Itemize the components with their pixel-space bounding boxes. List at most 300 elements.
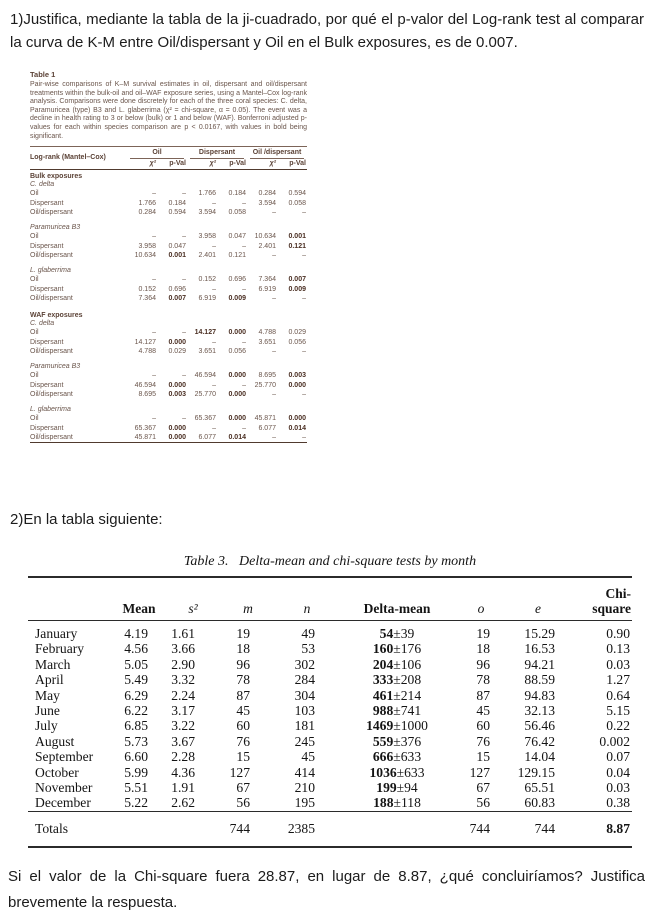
table3-cell: 2.90 xyxy=(171,656,195,672)
table3-cell: 45 xyxy=(301,749,315,765)
table1-value-cell: 0.029 xyxy=(288,329,306,337)
table3-delta-error: ±94 xyxy=(396,780,418,796)
table3-total-cell: 744 xyxy=(506,811,570,847)
table1-value-cell: 0.000 xyxy=(288,381,306,389)
table1-value-cell: 0.696 xyxy=(168,285,186,293)
table1-value-cell: 14.127 xyxy=(134,338,156,346)
table1-grid xyxy=(30,146,307,443)
table3-cell: March xyxy=(35,656,71,672)
table1-value-cell: – xyxy=(152,190,156,198)
table3-cell xyxy=(338,641,456,656)
table3-cell: September xyxy=(35,749,94,765)
table3-cell: 60 xyxy=(476,718,490,734)
table3-cell: 414 xyxy=(294,764,315,780)
table3-cell: July xyxy=(35,718,58,734)
table1-value-cell: – xyxy=(242,338,246,346)
table3-delta-error: ±214 xyxy=(393,687,422,703)
table1-value-cell: 0.047 xyxy=(168,242,186,250)
table3-column-header: o xyxy=(456,577,506,621)
table3-cell: 103 xyxy=(294,703,315,719)
table1-value-cell: 3.651 xyxy=(258,338,276,346)
table1-species-name: Paramuricea B3 xyxy=(30,363,81,371)
table1-value-cell: 0.029 xyxy=(168,348,186,356)
table3-cell: 0.03 xyxy=(606,780,630,796)
table3-cell: 302 xyxy=(294,656,315,672)
table1-value-cell: – xyxy=(242,381,246,389)
table1-subheader: χ² xyxy=(247,159,277,170)
table3-cell xyxy=(338,688,456,703)
table3-cell: 60 xyxy=(236,718,250,734)
table3-cell: 284 xyxy=(294,672,315,688)
table1-value-cell: 3.594 xyxy=(198,209,216,217)
table3-cell: 5.05 xyxy=(124,656,148,672)
table1-value-cell: 0.007 xyxy=(288,276,306,284)
table1-species-row xyxy=(30,362,307,372)
table3-total-cell: Totals xyxy=(28,811,112,847)
table3-delta-mean-value: 559 xyxy=(372,733,394,749)
table1-data-row xyxy=(30,232,307,242)
table3-cell: November xyxy=(35,780,93,796)
table3-cell: 5.73 xyxy=(124,733,148,749)
table1-value-cell: – xyxy=(272,295,276,303)
table3-cell: 67 xyxy=(236,780,250,796)
table3-cell: 4.36 xyxy=(171,764,195,780)
table1-value-cell: 2.401 xyxy=(198,252,216,260)
table1-value-cell: 0.152 xyxy=(198,276,216,284)
table1-value-cell: 3.594 xyxy=(258,199,276,207)
table3-cell: 0.04 xyxy=(606,764,630,780)
table3-delta-error: ±633 xyxy=(393,749,422,765)
table3-cell: 76 xyxy=(236,733,250,749)
table1-value-cell: 0.014 xyxy=(288,424,306,432)
table1-group-header xyxy=(127,147,187,159)
table3-cell: 56 xyxy=(476,795,490,811)
table3-column-header: Mean xyxy=(112,577,166,621)
table1-species-row xyxy=(30,319,307,329)
table1-value-cell: 3.958 xyxy=(198,233,216,241)
table1-value-cell: 0.000 xyxy=(168,381,186,389)
table3-cell: 2.24 xyxy=(171,687,195,703)
table1-value-cell: 8.695 xyxy=(258,372,276,380)
table1-value-cell: – xyxy=(182,233,186,241)
table3-cell: August xyxy=(35,733,75,749)
table3-cell: 2.62 xyxy=(171,795,195,811)
table1-value-cell: – xyxy=(182,190,186,198)
table1-value-cell: 0.056 xyxy=(288,338,306,346)
table1-value-cell: – xyxy=(302,434,306,442)
table3-cell xyxy=(338,765,456,780)
table1-value-cell: 10.634 xyxy=(134,252,156,260)
table1-value-cell: 0.009 xyxy=(228,295,246,303)
table1-value-cell: – xyxy=(212,338,216,346)
table3-cell: 3.66 xyxy=(171,641,195,657)
table3-cell: 96 xyxy=(476,656,490,672)
table1-value-cell: – xyxy=(242,242,246,250)
table3-cell: 32.13 xyxy=(524,703,555,719)
table3-total-cell: 744 xyxy=(220,811,276,847)
table1-value-cell: 0.007 xyxy=(168,295,186,303)
table3-delta-mean-value: 666 xyxy=(372,749,394,765)
table3-data-row xyxy=(28,672,632,687)
table1-species-name: C. delta xyxy=(30,320,55,328)
table3-cell: 1.27 xyxy=(606,672,630,688)
table1-data-row xyxy=(30,242,307,252)
table1-row-label: Oil xyxy=(30,329,39,337)
table1-row-label: Oil xyxy=(30,372,39,380)
table1-section-title: Bulk exposures xyxy=(30,172,83,180)
table3-delta-error: ±1000 xyxy=(393,718,428,734)
table1-row-label: Oil/dispersant xyxy=(30,434,73,442)
table1-value-cell: – xyxy=(212,381,216,389)
table1-data-row xyxy=(30,390,307,400)
table1-value-cell: 0.284 xyxy=(258,190,276,198)
table1-value-cell: – xyxy=(152,233,156,241)
table1-row-label: Dispersant xyxy=(30,338,64,346)
table3-figure xyxy=(28,554,632,848)
table3-cell: 304 xyxy=(294,687,315,703)
table3-cell: 76.42 xyxy=(524,733,555,749)
table3-delta-error: ±106 xyxy=(393,656,422,672)
table1-data-row xyxy=(30,208,307,218)
question-1-text: 1)Justifica, mediante la tabla de la ji-cuadrado, por qué el p-valor del Log-rank test al comparar la curva de K-M entre Oil/dispersant y Oil en el Bulk exposures, es de 0.007. xyxy=(10,11,644,51)
table1-value-cell: – xyxy=(152,329,156,337)
table3-column-header: s² xyxy=(166,577,220,621)
table3-cell: December xyxy=(35,795,91,811)
table1-value-cell: 0.284 xyxy=(138,209,156,217)
table1-data-row xyxy=(30,424,307,434)
table1-value-cell: 0.009 xyxy=(288,285,306,293)
table3-cell: 0.38 xyxy=(606,795,630,811)
table1-value-cell: – xyxy=(152,415,156,423)
table3-cell: 0.03 xyxy=(606,656,630,672)
table1-row-label: Oil xyxy=(30,190,39,198)
table3-cell xyxy=(338,749,456,764)
table1-value-cell: – xyxy=(212,285,216,293)
table3-cell: 3.32 xyxy=(171,672,195,688)
table3-cell: 87 xyxy=(476,687,490,703)
table1-value-cell: – xyxy=(182,372,186,380)
table1-value-cell: – xyxy=(272,391,276,399)
table1-row-label: Oil/dispersant xyxy=(30,348,73,356)
table3-cell: 45 xyxy=(476,703,490,719)
table3-total-cell: 744 xyxy=(456,811,506,847)
table1-value-cell: 0.001 xyxy=(288,233,306,241)
table3-cell: 45 xyxy=(236,703,250,719)
table1-value-cell: 8.695 xyxy=(138,391,156,399)
table1-data-row xyxy=(30,381,307,391)
table3-cell: 4.19 xyxy=(124,626,148,641)
table3-cell: 18 xyxy=(236,641,250,657)
table3-totals-row xyxy=(28,811,632,847)
table3-total-cell: 2385 xyxy=(276,811,338,847)
table1-value-cell: – xyxy=(212,242,216,250)
table1-value-cell: – xyxy=(242,424,246,432)
table3-cell: 6.85 xyxy=(124,718,148,734)
table3-cell: 6.29 xyxy=(124,687,148,703)
table1-group-label-1: Dispersant xyxy=(190,147,244,159)
table3-cell: 0.90 xyxy=(606,626,630,641)
table3-cell: 0.64 xyxy=(606,687,630,703)
table1-value-cell: 65.367 xyxy=(194,415,216,423)
table3-cell: 4.56 xyxy=(124,641,148,657)
table3-column-header: m xyxy=(220,577,276,621)
table1-data-row xyxy=(30,189,307,199)
table1-value-cell: 7.364 xyxy=(138,295,156,303)
table3-cell: 19 xyxy=(476,626,490,641)
table3-cell: 5.49 xyxy=(124,672,148,688)
table1-value-cell: 0.000 xyxy=(228,415,246,423)
table3-cell: 6.60 xyxy=(124,749,148,765)
table3-cell: 18 xyxy=(476,641,490,657)
table3-delta-mean-value: 1036 xyxy=(369,764,397,780)
table1-data-row xyxy=(30,275,307,285)
table1-section-row xyxy=(30,309,307,319)
table3-cell: June xyxy=(35,703,60,719)
table1-value-cell: 0.121 xyxy=(288,242,306,250)
table1-value-cell: 25.770 xyxy=(194,391,216,399)
table1-value-cell: 0.184 xyxy=(228,190,246,198)
table1-row-label: Dispersant xyxy=(30,285,64,293)
table3-cell: 49 xyxy=(301,626,315,641)
table1-row-label: Dispersant xyxy=(30,242,64,250)
table1-value-cell: – xyxy=(182,276,186,284)
table1-row-label: Oil/dispersant xyxy=(30,295,73,303)
table3-cell: 127 xyxy=(229,764,250,780)
table1-row-label: Oil xyxy=(30,233,39,241)
table1-value-cell: 46.594 xyxy=(194,372,216,380)
table1-group-header xyxy=(187,147,247,159)
table1-data-row xyxy=(30,328,307,338)
table1-value-cell: 45.871 xyxy=(134,434,156,442)
table1-value-cell: 7.364 xyxy=(258,276,276,284)
table3-cell: 5.51 xyxy=(124,780,148,796)
table1-row-label: Oil/dispersant xyxy=(30,209,73,217)
table3-grid xyxy=(28,576,632,848)
table1-value-cell: 2.401 xyxy=(258,242,276,250)
table3-delta-mean-value: 461 xyxy=(372,687,394,703)
table1-value-cell: 0.000 xyxy=(168,434,186,442)
table3-header-row xyxy=(28,577,632,621)
table3-delta-error: ±118 xyxy=(393,795,421,811)
table1-value-cell: 0.152 xyxy=(138,285,156,293)
table1-value-cell: 0.003 xyxy=(168,391,186,399)
table1-species-row xyxy=(30,180,307,190)
table3-cell: 245 xyxy=(294,733,315,749)
table3-cell: May xyxy=(35,687,60,703)
table1-subheader: p-Val xyxy=(217,159,247,170)
table1-subheader: p-Val xyxy=(157,159,187,170)
table3-delta-mean-value: 1469 xyxy=(366,718,394,734)
table1-value-cell: 0.047 xyxy=(228,233,246,241)
table3-cell xyxy=(338,657,456,672)
table3-column-header xyxy=(28,577,112,621)
table3-cell: 181 xyxy=(294,718,315,734)
table1-value-cell: 1.766 xyxy=(138,199,156,207)
table1-data-row xyxy=(30,347,307,357)
table3-cell xyxy=(338,795,456,811)
table1-value-cell: – xyxy=(272,252,276,260)
table3-cell: 67 xyxy=(476,780,490,796)
table3-delta-error: ±741 xyxy=(393,703,422,719)
table1-value-cell: 0.000 xyxy=(288,415,306,423)
table3-cell: 19 xyxy=(236,626,250,641)
table1-species-row xyxy=(30,405,307,415)
table1-row-label: Dispersant xyxy=(30,424,64,432)
table1-value-cell: 45.871 xyxy=(254,415,276,423)
table1-value-cell: 0.000 xyxy=(228,329,246,337)
table3-cell: 78 xyxy=(476,672,490,688)
question-2-text: 2)En la tabla siguiente: xyxy=(10,511,163,528)
table3-cell: 5.99 xyxy=(124,764,148,780)
table3-cell: 3.17 xyxy=(171,703,195,719)
table1-row-label: Dispersant xyxy=(30,199,64,207)
table3-cell: 5.22 xyxy=(124,795,148,811)
table1-value-cell: 0.121 xyxy=(228,252,246,260)
table1-value-cell: – xyxy=(302,209,306,217)
table3-cell: January xyxy=(35,626,78,641)
table3-delta-mean-value: 204 xyxy=(372,656,394,672)
table3-delta-mean-value: 160 xyxy=(372,641,394,657)
table1-row-label: Oil xyxy=(30,276,39,284)
table3-cell: April xyxy=(35,672,64,688)
table1-group-label-2: Oil /dispersant xyxy=(250,147,304,159)
table3-cell: 127 xyxy=(469,764,490,780)
table3-cell: 3.67 xyxy=(171,733,195,749)
table3-cell: 87 xyxy=(236,687,250,703)
table3-cell: October xyxy=(35,764,79,780)
table3-cell: 0.002 xyxy=(599,733,630,749)
table3-cell xyxy=(338,718,456,733)
table3-cell: 2.28 xyxy=(171,749,195,765)
table1-value-cell: 0.058 xyxy=(288,199,306,207)
table1-row-label: Dispersant xyxy=(30,381,64,389)
table1-row-label: Oil/dispersant xyxy=(30,391,73,399)
table3-caption xyxy=(28,554,632,570)
table3-cell: 6.22 xyxy=(124,703,148,719)
table1-value-cell: 0.184 xyxy=(168,199,186,207)
table3-cell: 65.51 xyxy=(524,780,555,796)
table1-value-cell: 6.919 xyxy=(258,285,276,293)
table3-data-row xyxy=(28,718,632,733)
table1-value-cell: 65.367 xyxy=(134,424,156,432)
table3-cell: 15 xyxy=(476,749,490,765)
table1-row-label: Oil/dispersant xyxy=(30,252,73,260)
table1-value-cell: 6.919 xyxy=(198,295,216,303)
table3-data-row xyxy=(28,780,632,795)
table1-value-cell: 0.696 xyxy=(228,276,246,284)
table3-delta-mean-value: 988 xyxy=(372,703,394,719)
table1-value-cell: 0.594 xyxy=(168,209,186,217)
table1-value-cell: 6.077 xyxy=(258,424,276,432)
table1-value-cell: 25.770 xyxy=(254,381,276,389)
table3-cell xyxy=(338,734,456,749)
table3-cell: 53 xyxy=(301,641,315,657)
table3-data-row xyxy=(28,734,632,749)
table3-data-row xyxy=(28,749,632,764)
table3-cell: 56.46 xyxy=(524,718,555,734)
table3-data-row xyxy=(28,657,632,672)
table1-value-cell: 1.766 xyxy=(198,190,216,198)
table1-value-cell: 0.000 xyxy=(228,372,246,380)
closing-question-text: Si el valor de la Chi-square fuera 28.87, en lugar de 8.87, ¿qué concluiríamos? Justifica brevemente la respuesta. xyxy=(8,868,645,911)
table1-value-cell: – xyxy=(302,348,306,356)
table1-label: Table 1 xyxy=(30,70,56,79)
table1-species-row xyxy=(30,223,307,233)
table1-value-cell: – xyxy=(152,276,156,284)
table1-value-cell: 6.077 xyxy=(198,434,216,442)
table1-caption: Pair-wise comparisons of K–M survival estimates in oil, dispersant and oil/dispersant treatments within the bulk-oil and oil–WAF exposure series, using a Mantel–Cox log-rank analysis. Comparisons were done discretely for each of the three coral species: C. delta, Paramuricea (type) B3 and L. glaberrima (χ² = chi-square, α = 0.05). The event was a decline in health rating to 3 or below (bulk) or 1 and below (WAF). Bonferroni adjusted p-values for each within species comparison are p < 0.0167, with values in bold being significant. xyxy=(30,81,307,140)
table3-total-cell: 8.87 xyxy=(570,811,632,847)
table1-species-name: C. delta xyxy=(30,181,55,189)
table1-value-cell: – xyxy=(302,295,306,303)
table1-value-cell: 4.788 xyxy=(258,329,276,337)
table1-value-cell: – xyxy=(152,372,156,380)
table1-corner-header: Log-rank (Mantel–Cox) xyxy=(30,147,127,170)
table3-cell: 16.53 xyxy=(524,641,555,657)
table3-cell: 3.22 xyxy=(171,718,195,734)
table3-cell: 1.61 xyxy=(171,626,195,641)
table3-column-header: Chi-square xyxy=(570,577,632,621)
table3-cell: 88.59 xyxy=(524,672,555,688)
table1-species-name: Paramuricea B3 xyxy=(30,224,81,232)
table3-cell: 60.83 xyxy=(524,795,555,811)
table3-cell: 94.21 xyxy=(524,656,555,672)
table1-value-cell: – xyxy=(242,285,246,293)
table3-cell xyxy=(338,672,456,687)
table3-data-row xyxy=(28,688,632,703)
table3-cell: 78 xyxy=(236,672,250,688)
table3-cell: 15 xyxy=(236,749,250,765)
table3-delta-mean-value: 333 xyxy=(372,672,394,688)
table1-group-header-row xyxy=(30,147,307,159)
table1-subheader: χ² xyxy=(127,159,157,170)
table3-cell: 56 xyxy=(236,795,250,811)
table3-cell: February xyxy=(35,641,85,657)
table3-data-row xyxy=(28,703,632,718)
table1-figure xyxy=(30,70,307,443)
table1-value-cell: 0.594 xyxy=(288,190,306,198)
table3-delta-error: ±208 xyxy=(393,672,422,688)
table3-cell: 15.29 xyxy=(524,626,555,641)
table1-value-cell: – xyxy=(302,252,306,260)
table1-value-cell: 3.958 xyxy=(138,242,156,250)
table3-cell xyxy=(338,621,456,642)
table1-value-cell: 3.651 xyxy=(198,348,216,356)
table3-total-cell xyxy=(112,811,166,847)
table3-delta-mean-value: 54 xyxy=(379,626,394,641)
table3-data-row xyxy=(28,621,632,642)
table1-data-row xyxy=(30,433,307,443)
table3-cell: 1.91 xyxy=(171,780,195,796)
table1-data-row xyxy=(30,371,307,381)
table1-data-row xyxy=(30,338,307,348)
table1-value-cell: 0.014 xyxy=(228,434,246,442)
table3-cell: 0.22 xyxy=(606,718,630,734)
table1-value-cell: – xyxy=(302,391,306,399)
table3-column-header: n xyxy=(276,577,338,621)
table1-value-cell: 0.058 xyxy=(228,209,246,217)
table1-value-cell: – xyxy=(272,348,276,356)
table3-column-header: e xyxy=(506,577,570,621)
table3-delta-error: ±39 xyxy=(393,626,415,641)
table3-total-cell xyxy=(338,811,456,847)
table1-value-cell: – xyxy=(182,415,186,423)
table1-value-cell: 0.000 xyxy=(228,391,246,399)
table3-cell xyxy=(338,703,456,718)
table3-cell: 96 xyxy=(236,656,250,672)
table3-delta-error: ±376 xyxy=(393,733,422,749)
table1-value-cell: 14.127 xyxy=(194,329,216,337)
